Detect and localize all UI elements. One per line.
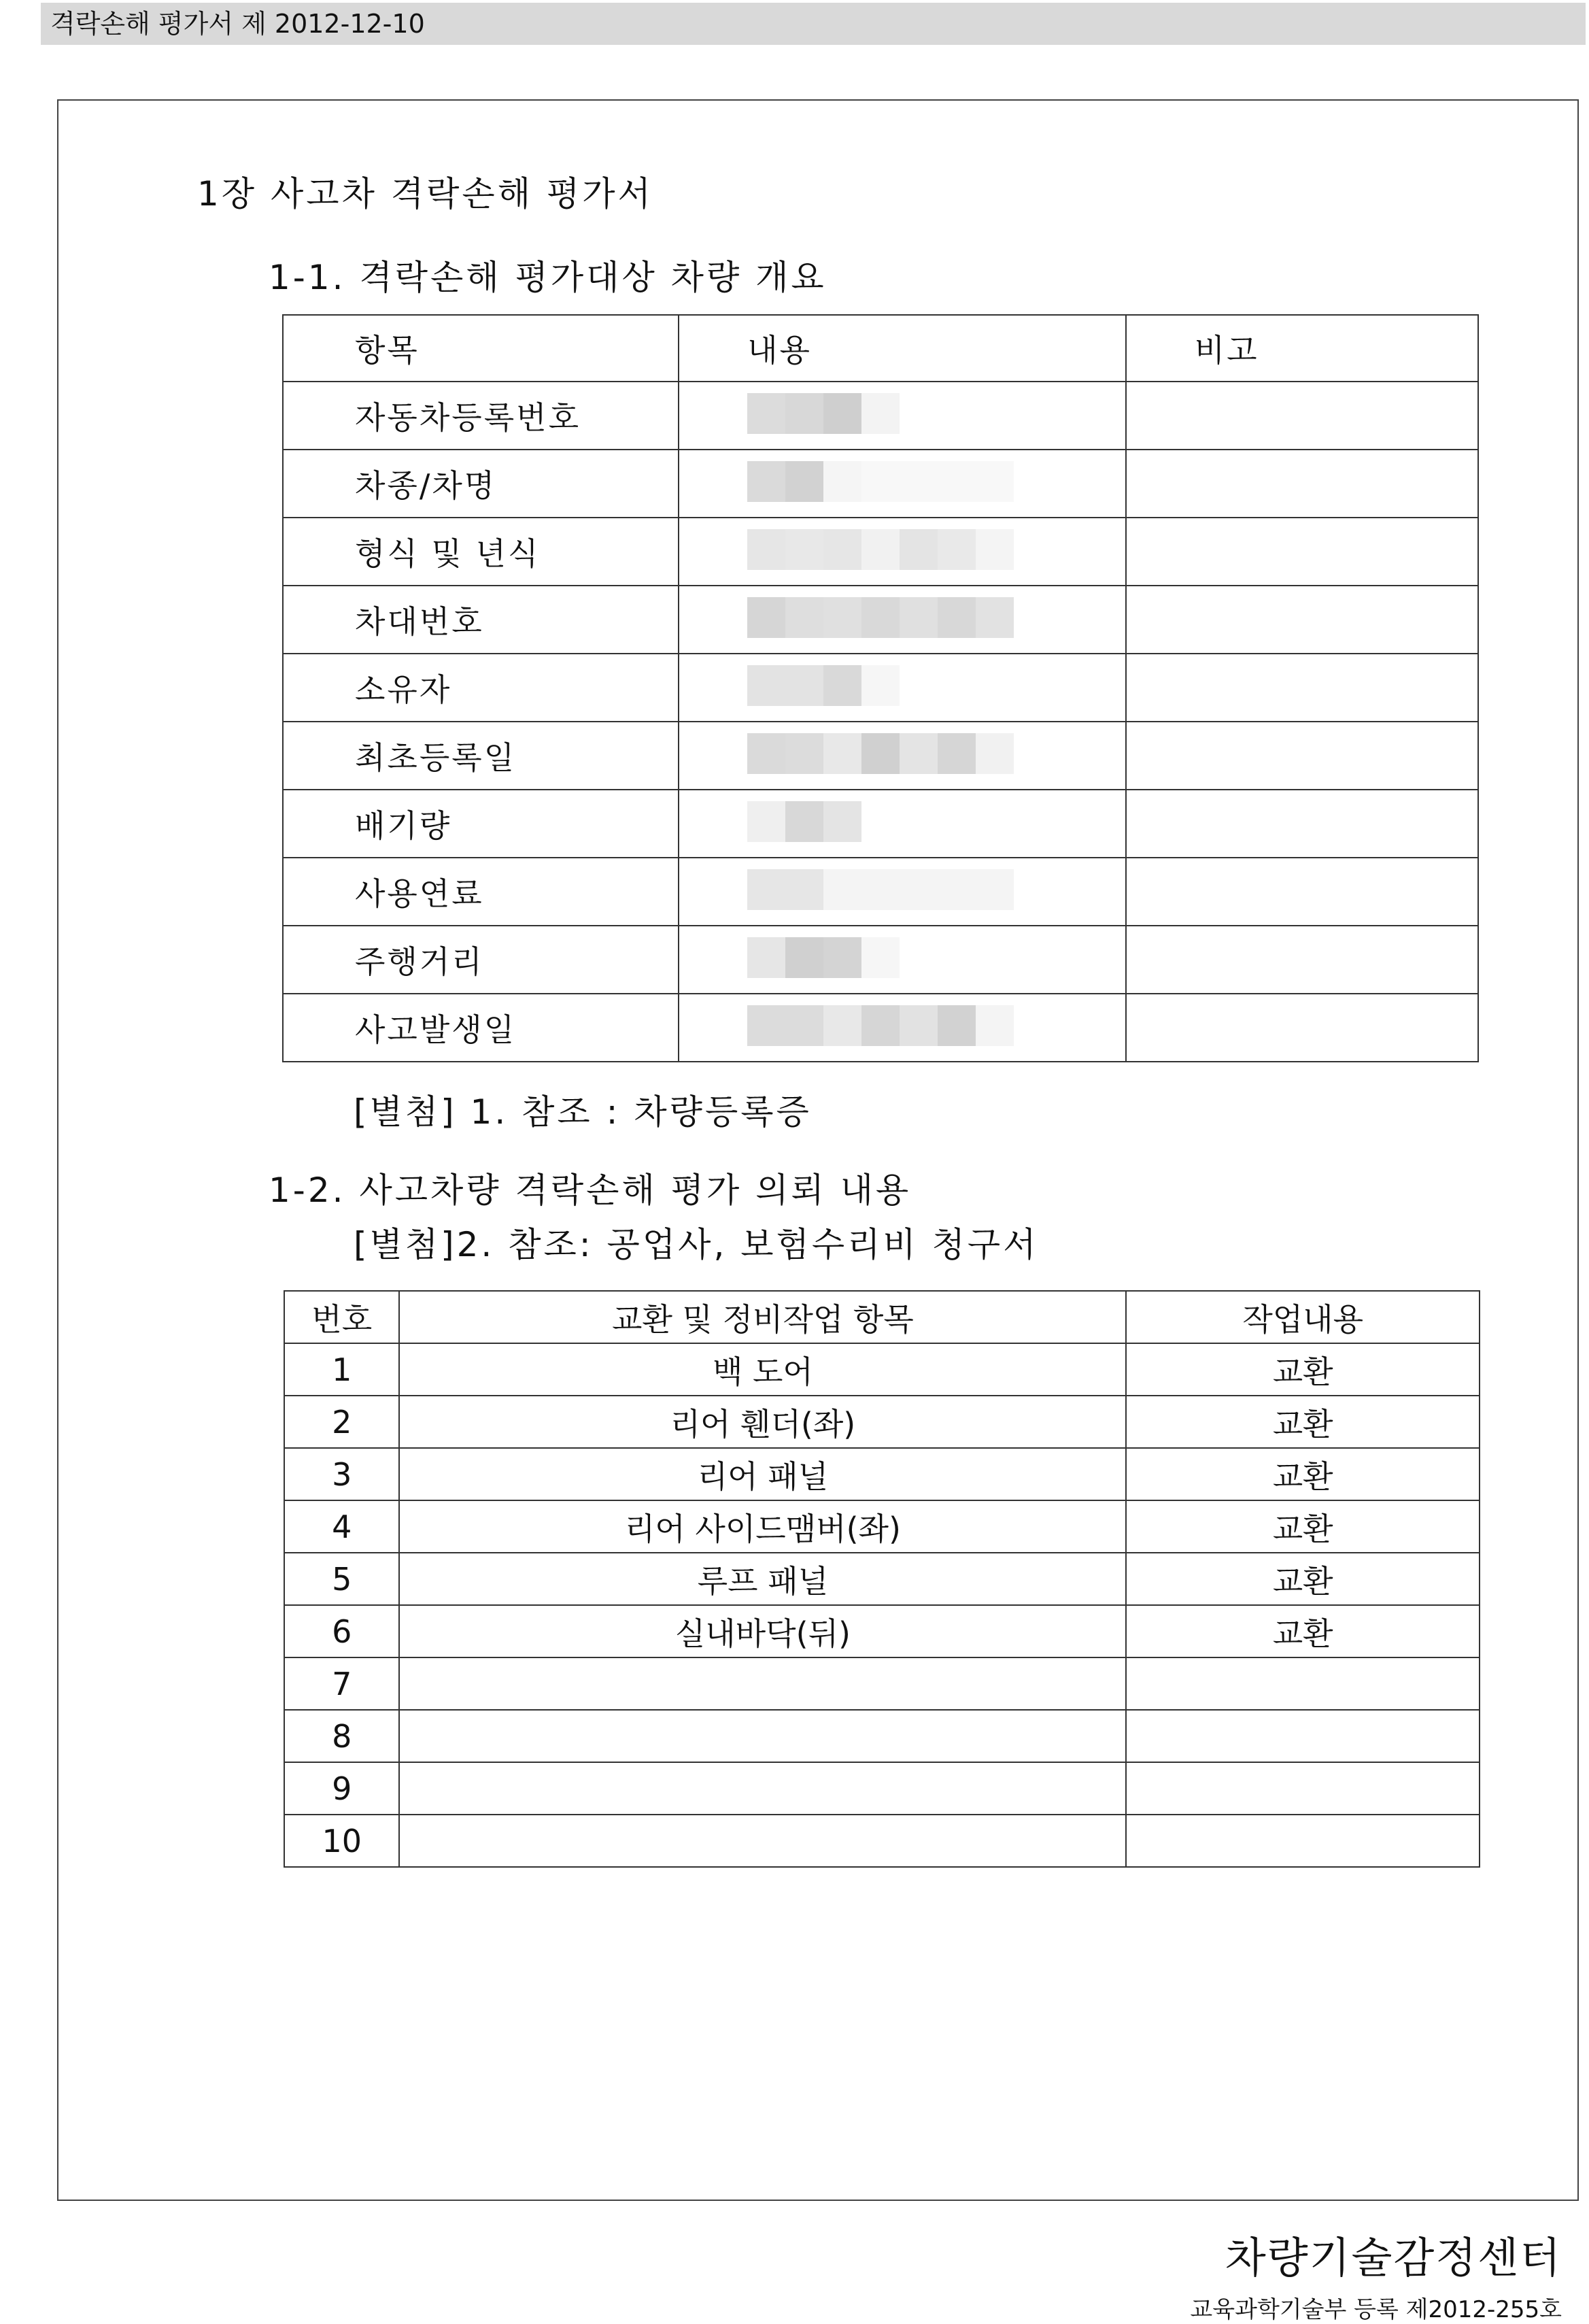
table-row — [284, 1396, 1480, 1448]
redacted-value-cell — [679, 518, 1126, 586]
repair-item: 리어 휀더(좌) — [399, 1396, 1126, 1448]
row-number: 1 — [284, 1343, 399, 1396]
column-header-number: 번호 — [284, 1291, 399, 1343]
work-type: 교환 — [1126, 1396, 1480, 1448]
row-number: 9 — [284, 1762, 399, 1815]
table-row — [283, 382, 1478, 450]
work-type — [1126, 1762, 1480, 1815]
repair-items-table — [284, 1290, 1480, 1868]
table-row — [283, 654, 1478, 722]
redacted-value-cell — [679, 722, 1126, 790]
redaction-blur — [747, 529, 1014, 570]
work-type: 교환 — [1126, 1553, 1480, 1605]
repair-item — [399, 1657, 1126, 1710]
table-row — [283, 790, 1478, 858]
redaction-blur — [747, 597, 1014, 638]
work-type: 교환 — [1126, 1500, 1480, 1553]
redacted-value-cell — [679, 382, 1126, 450]
redaction-blur — [747, 1005, 1014, 1046]
repair-item: 루프 패널 — [399, 1553, 1126, 1605]
table-row — [284, 1815, 1480, 1867]
remarks-cell — [1126, 926, 1478, 994]
row-label: 최초등록일 — [283, 722, 679, 790]
section-title: 1장 사고차 격락손해 평가서 — [197, 174, 653, 214]
remarks-cell — [1126, 858, 1478, 926]
row-number: 8 — [284, 1710, 399, 1762]
repair-item — [399, 1815, 1126, 1867]
row-number: 6 — [284, 1605, 399, 1657]
redaction-blur — [747, 733, 1014, 774]
overview-title: 1-1. 격락손해 평가대상 차량 개요 — [269, 258, 827, 297]
repair-item: 리어 패널 — [399, 1448, 1126, 1500]
row-label: 주행거리 — [283, 926, 679, 994]
table-row — [284, 1500, 1480, 1553]
table-row — [283, 450, 1478, 518]
table-row — [283, 926, 1478, 994]
vehicle-overview-table — [282, 314, 1479, 1062]
repair-item — [399, 1762, 1126, 1815]
redaction-blur — [747, 393, 900, 434]
work-type: 교환 — [1126, 1343, 1480, 1396]
attachment-note-1: [별첨] 1. 참조 : 차량등록증 — [354, 1092, 812, 1132]
redaction-blur — [747, 801, 861, 842]
table-header-row — [283, 315, 1478, 382]
table-row — [283, 722, 1478, 790]
redacted-value-cell — [679, 926, 1126, 994]
table-row — [284, 1448, 1480, 1500]
row-label: 사용연료 — [283, 858, 679, 926]
attachment-note-2: [별첨]2. 참조: 공업사, 보험수리비 청구서 — [354, 1225, 1039, 1264]
table-row — [283, 586, 1478, 654]
row-number: 3 — [284, 1448, 399, 1500]
row-label: 자동차등록번호 — [283, 382, 679, 450]
repair-item: 백 도어 — [399, 1343, 1126, 1396]
table-row — [284, 1343, 1480, 1396]
redacted-value-cell — [679, 654, 1126, 722]
registration-number: 교육과학기술부 등록 제2012-255호 — [1190, 2296, 1562, 2323]
table-row — [283, 518, 1478, 586]
table-row — [283, 994, 1478, 1062]
redacted-value-cell — [679, 994, 1126, 1062]
redacted-value-cell — [679, 586, 1126, 654]
column-header-item: 항목 — [283, 315, 679, 382]
redaction-blur — [747, 461, 1014, 502]
work-type: 교환 — [1126, 1605, 1480, 1657]
column-header-content: 내용 — [679, 315, 1126, 382]
repair-item: 리어 사이드맴버(좌) — [399, 1500, 1126, 1553]
document-header-bar — [41, 3, 1586, 45]
redacted-value-cell — [679, 450, 1126, 518]
organization-name: 차량기술감정센터 — [1225, 2233, 1562, 2283]
remarks-cell — [1126, 994, 1478, 1062]
remarks-cell — [1126, 654, 1478, 722]
row-number: 4 — [284, 1500, 399, 1553]
remarks-cell — [1126, 722, 1478, 790]
table-row — [283, 858, 1478, 926]
row-label: 차종/차명 — [283, 450, 679, 518]
redaction-blur — [747, 665, 900, 706]
table-row — [284, 1657, 1480, 1710]
table-header-row — [284, 1291, 1480, 1343]
redacted-value-cell — [679, 790, 1126, 858]
row-label: 차대번호 — [283, 586, 679, 654]
redaction-blur — [747, 869, 1014, 910]
repair-item — [399, 1710, 1126, 1762]
remarks-cell — [1126, 586, 1478, 654]
row-label: 배기량 — [283, 790, 679, 858]
column-header-work: 작업내용 — [1126, 1291, 1480, 1343]
column-header-remarks: 비고 — [1126, 315, 1478, 382]
work-type — [1126, 1815, 1480, 1867]
table-row — [284, 1553, 1480, 1605]
redaction-blur — [747, 937, 900, 978]
row-number: 5 — [284, 1553, 399, 1605]
request-title: 1-2. 사고차량 격락손해 평가 의뢰 내용 — [269, 1171, 912, 1210]
row-label: 소유자 — [283, 654, 679, 722]
remarks-cell — [1126, 450, 1478, 518]
remarks-cell — [1126, 518, 1478, 586]
work-type — [1126, 1657, 1480, 1710]
table-row — [284, 1710, 1480, 1762]
work-type — [1126, 1710, 1480, 1762]
row-number: 7 — [284, 1657, 399, 1710]
remarks-cell — [1126, 382, 1478, 450]
row-label: 사고발생일 — [283, 994, 679, 1062]
repair-item: 실내바닥(뒤) — [399, 1605, 1126, 1657]
row-number: 10 — [284, 1815, 399, 1867]
work-type: 교환 — [1126, 1448, 1480, 1500]
table-row — [284, 1605, 1480, 1657]
remarks-cell — [1126, 790, 1478, 858]
row-label: 형식 및 년식 — [283, 518, 679, 586]
table-row — [284, 1762, 1480, 1815]
column-header-repair-item: 교환 및 정비작업 항목 — [399, 1291, 1126, 1343]
document-header-title: 격락손해 평가서 제 2012-12-10 — [50, 9, 425, 39]
row-number: 2 — [284, 1396, 399, 1448]
redacted-value-cell — [679, 858, 1126, 926]
